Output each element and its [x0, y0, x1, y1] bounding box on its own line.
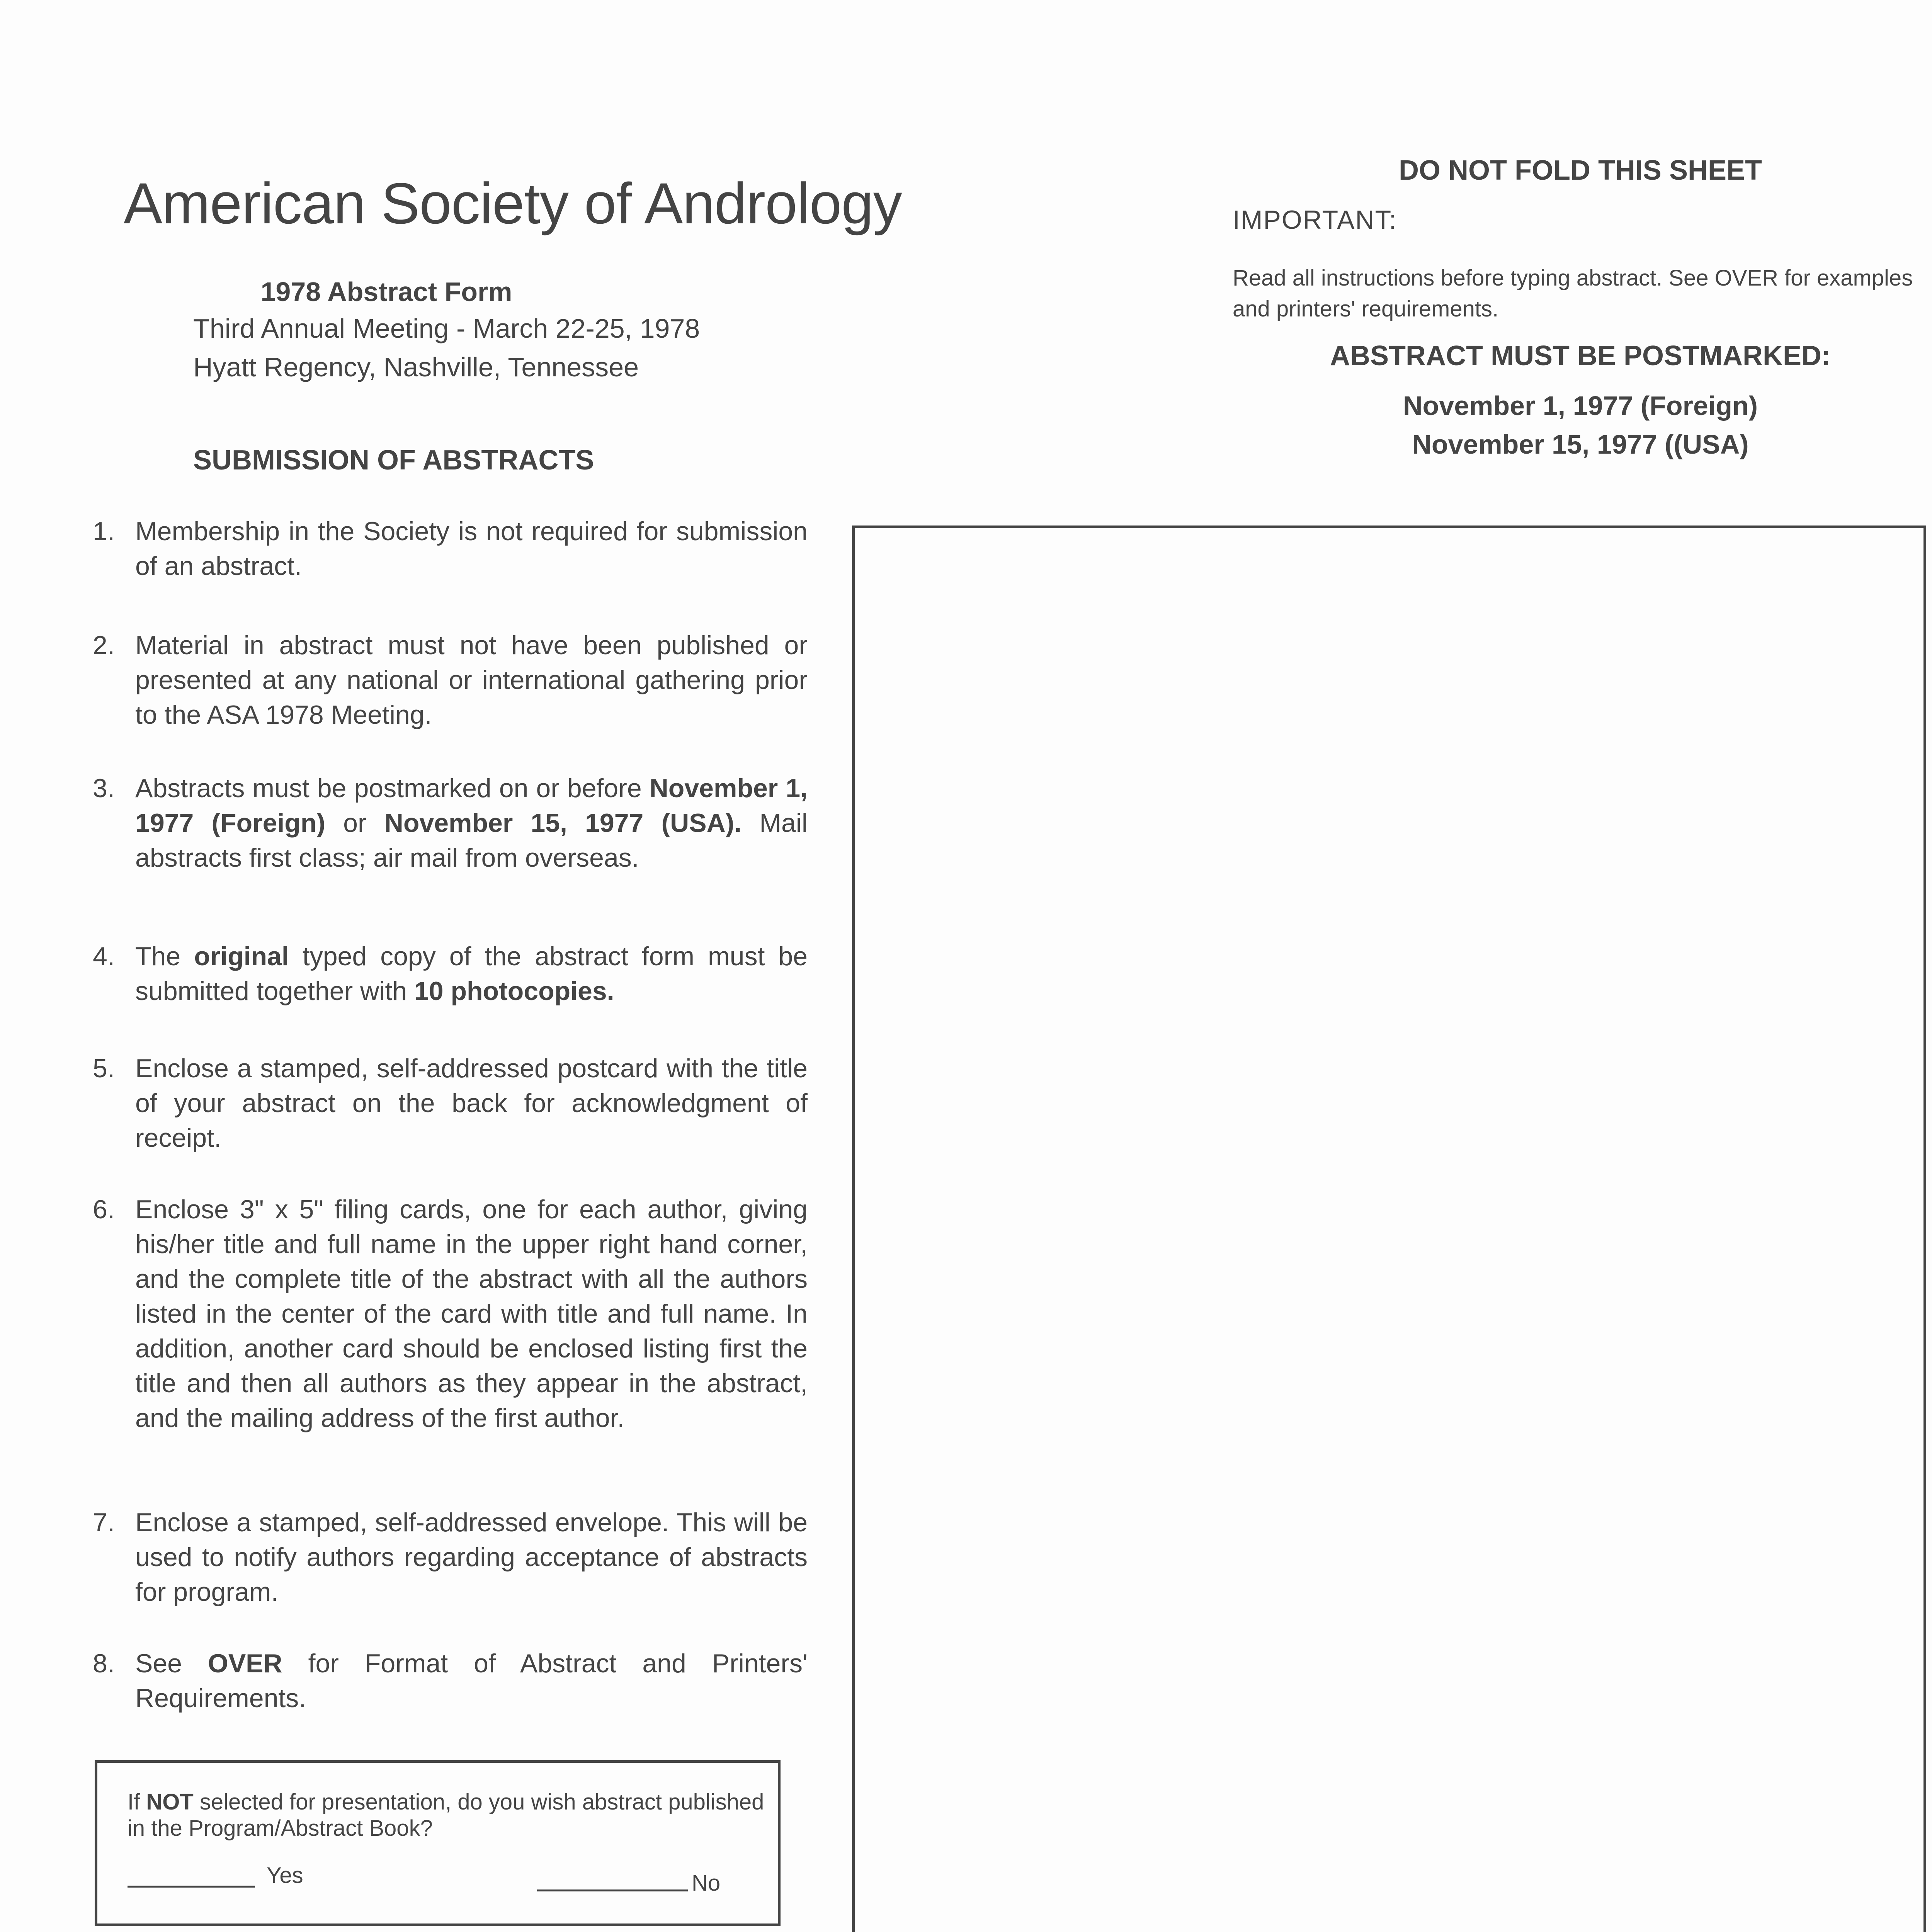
instruction-text: Enclose a stamped, self-addressed postcard with the title of your abstract on the back for acknowledgment of receipt. — [135, 1054, 808, 1153]
instruction-text: Abstracts must be postmarked on or before November 1, 1977 (Foreign) or November 15, 1977 (USA). Mail abstracts first class; air mail from overseas. — [135, 774, 808, 872]
instruction-text: Material in abstract must not have been published or presented at any national or international gathering prior to the ASA 1978 Meeting. — [135, 631, 808, 730]
instruction-number: 6. — [93, 1195, 115, 1224]
instruction-text: Enclose 3" x 5" filing cards, one for each author, giving his/her title and full name in the upper right hand corner, and the complete title of the abstract with all the authors listed in the center of the card with title and full name. In addition, another card should be enclosed listing first the title and then all authors as they appear in the abstract, and the mailing address of the first author. — [135, 1195, 808, 1433]
instruction-text: Enclose a stamped, self-addressed envelope. This will be used to notify authors regarding acceptance of abstracts for program. — [135, 1508, 808, 1607]
organization-title: American Society of Andrology — [124, 171, 902, 236]
instruction-item — [93, 1646, 808, 1716]
do-not-fold-notice: DO NOT FOLD THIS SHEET — [1398, 155, 1762, 186]
instruction-item — [93, 628, 808, 732]
venue-info: Hyatt Regency, Nashville, Tennessee — [193, 352, 639, 382]
yes-label: Yes — [267, 1863, 303, 1888]
instruction-item — [93, 514, 808, 583]
yes-blank[interactable] — [128, 1886, 255, 1888]
read-instructions-text: Read all instructions before typing abstract. See OVER for examples and printers' requirements. — [1233, 265, 1913, 321]
publication-question-box — [95, 1760, 781, 1926]
instruction-number: 4. — [93, 942, 115, 971]
instruction-item — [93, 939, 808, 1009]
instruction-number: 5. — [93, 1054, 115, 1083]
deadline-foreign: November 1, 1977 (Foreign) — [1403, 391, 1758, 421]
publication-question: If NOT selected for presentation, do you wish abstract published in the Program/Abstract Book? — [128, 1789, 764, 1841]
instruction-text: Membership in the Society is not required for submission of an abstract. — [135, 517, 808, 581]
abstract-entry-box[interactable] — [852, 526, 1926, 1932]
instruction-item — [93, 1505, 808, 1609]
instruction-item — [93, 1051, 808, 1155]
instruction-text: See OVER for Format of Abstract and Printers' Requirements. — [135, 1649, 808, 1713]
section-heading: SUBMISSION OF ABSTRACTS — [193, 445, 594, 476]
meeting-info: Third Annual Meeting - March 22-25, 1978 — [193, 313, 700, 344]
instruction-number: 3. — [93, 774, 115, 803]
no-blank[interactable] — [537, 1889, 688, 1891]
instruction-number: 7. — [93, 1508, 115, 1537]
important-label: IMPORTANT: — [1233, 205, 1397, 235]
instruction-text: The original typed copy of the abstract form must be submitted together with 10 photocopies. — [135, 942, 808, 1006]
instruction-number: 8. — [93, 1649, 115, 1678]
postmark-heading: ABSTRACT MUST BE POSTMARKED: — [1330, 340, 1831, 371]
instruction-number: 1. — [93, 517, 115, 546]
deadline-usa: November 15, 1977 ((USA) — [1412, 429, 1749, 459]
instruction-item — [93, 1192, 808, 1435]
no-label: No — [692, 1871, 721, 1896]
instruction-item — [93, 771, 808, 875]
instruction-number: 2. — [93, 631, 115, 660]
form-title: 1978 Abstract Form — [260, 277, 512, 307]
